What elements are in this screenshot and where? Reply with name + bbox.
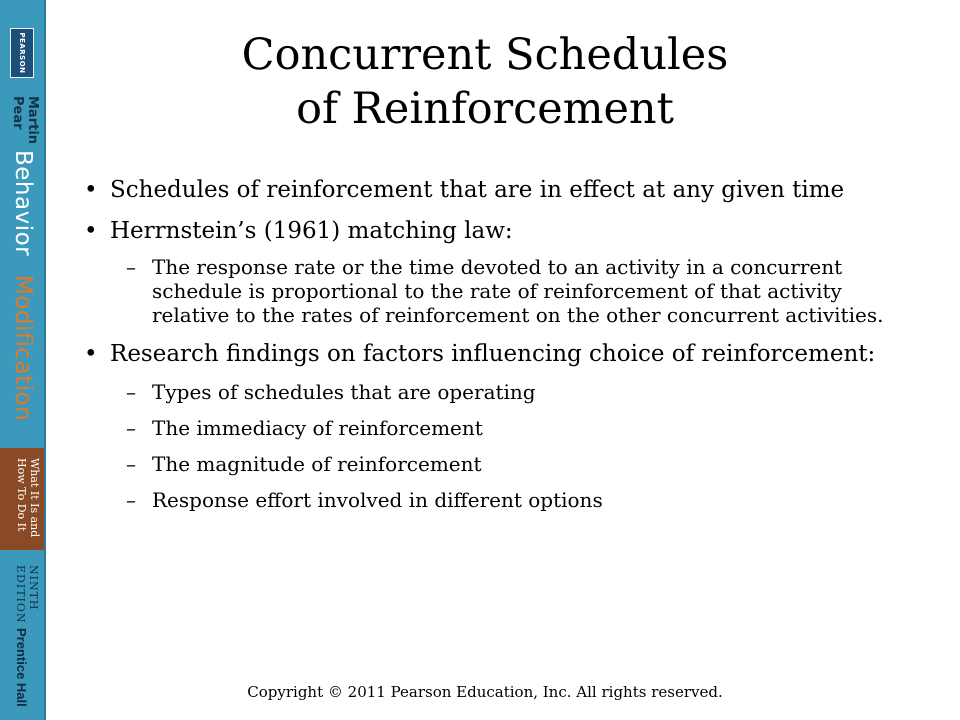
sub-bullet-item: [126, 488, 884, 512]
bullet-item: [84, 176, 884, 204]
edition-line-2: EDITION: [14, 565, 27, 624]
book-title-behavior: Behavior: [10, 150, 36, 257]
bullet-text: Research findings on factors influencing choice of reinforcement:: [110, 341, 876, 367]
sub-bullet-text: Types of schedules that are operating: [152, 380, 536, 404]
bullet-marker: •: [84, 177, 98, 203]
bullet-marker: •: [84, 341, 98, 367]
sub-bullet-marker: –: [126, 380, 136, 404]
bullet-item: [84, 340, 884, 368]
subtitle-line-2: How To Do It: [15, 458, 28, 532]
bullet-text: Herrnstein’s (1961) matching law:: [110, 218, 513, 244]
author-1: Martin: [25, 96, 40, 145]
sub-bullet-text: The magnitude of reinforcement: [152, 452, 482, 476]
bullet-item: [84, 217, 884, 245]
sub-bullet-marker: –: [126, 452, 136, 476]
sub-bullet-marker: –: [126, 416, 136, 440]
sub-bullet-text: The response rate or the time devoted to an activity in a concurrent schedule is proportional to the rate of reinforcement of that activity relative to the rates of reinforcement on the other concurrent activities.: [152, 255, 884, 327]
sub-bullet-item: [126, 416, 884, 440]
sub-bullet-item: [126, 255, 884, 327]
bullet-text: Schedules of reinforcement that are in effect at any given time: [110, 177, 845, 203]
sub-bullet-item: [126, 380, 884, 404]
sub-bullet-item: [126, 452, 884, 476]
publisher-imprint: Prentice Hall: [14, 628, 29, 707]
slide-title: [150, 28, 820, 136]
book-subtitle: [15, 458, 41, 537]
book-edition: [14, 565, 40, 624]
slide-body: [84, 176, 884, 512]
slide-title-line-2: of Reinforcement: [296, 84, 674, 134]
subtitle-line-1: What It Is and: [28, 458, 41, 538]
publisher-logo: [10, 28, 34, 78]
book-title-modification: Modification: [10, 275, 36, 422]
copyright-notice: Copyright © 2011 Pearson Education, Inc. All rights reserved.: [247, 683, 723, 701]
book-authors: [10, 96, 40, 144]
sub-bullet-marker: –: [126, 255, 136, 279]
edition-line-1: NINTH: [27, 565, 40, 611]
sub-bullet-text: Response effort involved in different options: [152, 488, 603, 512]
sub-bullet-marker: –: [126, 488, 136, 512]
sub-bullet-text: The immediacy of reinforcement: [152, 416, 483, 440]
publisher-logo-text: PEARSON: [18, 32, 26, 74]
author-2: Pear: [10, 96, 25, 130]
slide-title-line-1: Concurrent Schedules: [241, 30, 729, 80]
bullet-marker: •: [84, 218, 98, 244]
